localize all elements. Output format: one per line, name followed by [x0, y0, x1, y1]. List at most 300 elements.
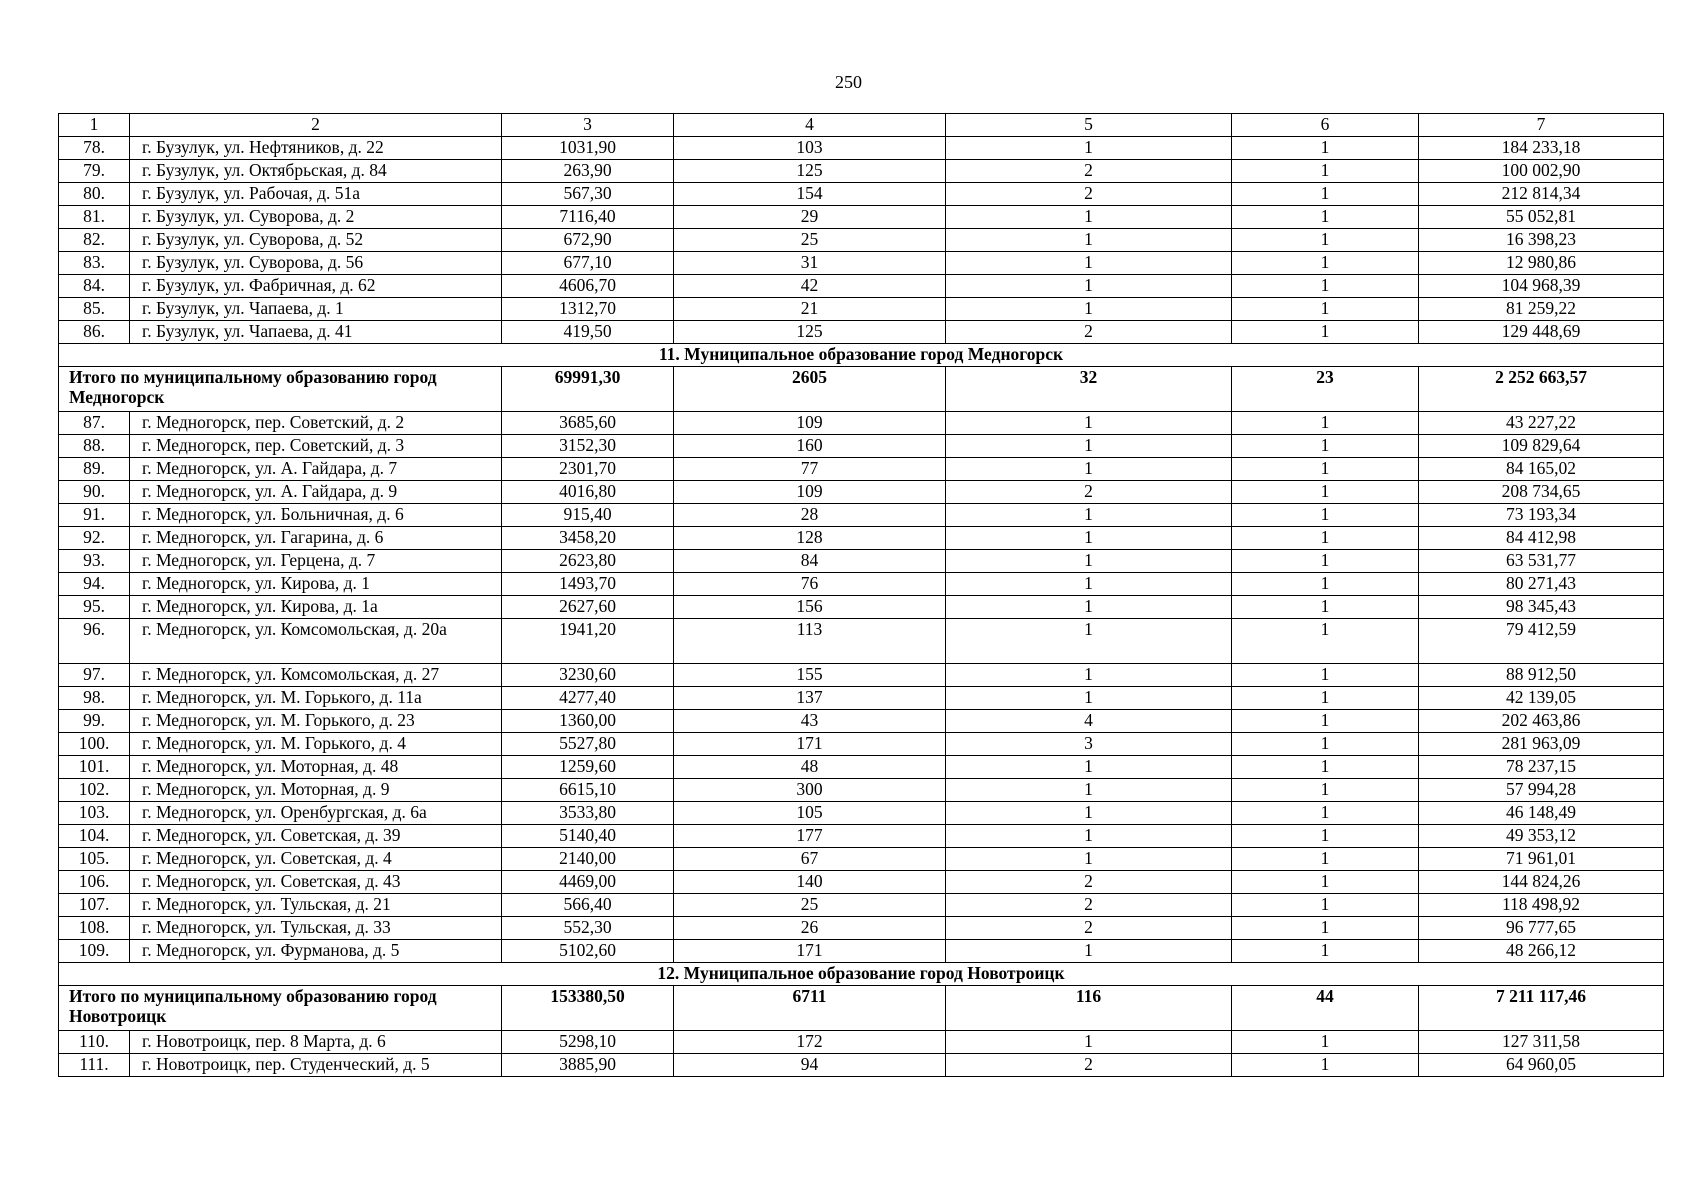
value-col5-cell: 4: [946, 710, 1232, 733]
table-row: [59, 619, 1664, 664]
table-row: [59, 779, 1664, 802]
value-col5-cell: 1: [946, 664, 1232, 687]
value-col5-cell: 1: [946, 298, 1232, 321]
residents-cell: 109: [674, 481, 946, 504]
row-number-cell: 87.: [59, 412, 130, 435]
value-col5-cell: 1: [946, 825, 1232, 848]
section-total-row: [59, 986, 1664, 1031]
address-cell: г. Медногорск, ул. Тульская, д. 21: [130, 894, 502, 917]
table-row: [59, 917, 1664, 940]
cost-cell: 49 353,12: [1419, 825, 1664, 848]
value-col5-cell: 1: [946, 435, 1232, 458]
value-col6-cell: 1: [1232, 619, 1419, 664]
cost-cell: 79 412,59: [1419, 619, 1664, 664]
table-row: [59, 1054, 1664, 1077]
address-cell: г. Медногорск, ул. А. Гайдара, д. 7: [130, 458, 502, 481]
address-cell: г. Медногорск, ул. М. Горького, д. 11а: [130, 687, 502, 710]
value-col6-cell: 1: [1232, 137, 1419, 160]
area-cell: 567,30: [502, 183, 674, 206]
address-cell: г. Медногорск, ул. Моторная, д. 48: [130, 756, 502, 779]
row-number-cell: 111.: [59, 1054, 130, 1077]
area-cell: 4277,40: [502, 687, 674, 710]
row-number-cell: 89.: [59, 458, 130, 481]
table-row: [59, 871, 1664, 894]
address-cell: г. Медногорск, ул. Больничная, д. 6: [130, 504, 502, 527]
residents-cell: 48: [674, 756, 946, 779]
value-col6-cell: 1: [1232, 275, 1419, 298]
area-cell: 1941,20: [502, 619, 674, 664]
cost-cell: 71 961,01: [1419, 848, 1664, 871]
address-cell: г. Бузулук, ул. Суворова, д. 2: [130, 206, 502, 229]
row-number-cell: 79.: [59, 160, 130, 183]
address-cell: г. Медногорск, ул. Оренбургская, д. 6а: [130, 802, 502, 825]
area-cell: 263,90: [502, 160, 674, 183]
cost-cell: 73 193,34: [1419, 504, 1664, 527]
value-col5-cell: 1: [946, 412, 1232, 435]
value-col6-cell: 1: [1232, 596, 1419, 619]
row-number-cell: 110.: [59, 1031, 130, 1054]
residents-cell: 300: [674, 779, 946, 802]
cost-cell: 281 963,09: [1419, 733, 1664, 756]
area-cell: 1360,00: [502, 710, 674, 733]
section-title-row: [59, 963, 1664, 986]
value-col5-cell: 1: [946, 550, 1232, 573]
section-total-label: Итого по муниципальному образованию город Новотроицк: [59, 986, 502, 1031]
value-col6-cell: 1: [1232, 802, 1419, 825]
address-cell: г. Бузулук, ул. Фабричная, д. 62: [130, 275, 502, 298]
value-col5-cell: 2: [946, 871, 1232, 894]
area-cell: 2623,80: [502, 550, 674, 573]
residents-cell: 156: [674, 596, 946, 619]
cost-cell: 144 824,26: [1419, 871, 1664, 894]
value-col6-cell: 1: [1232, 435, 1419, 458]
residents-cell: 77: [674, 458, 946, 481]
row-number-cell: 96.: [59, 619, 130, 664]
cost-cell: 48 266,12: [1419, 940, 1664, 963]
address-cell: г. Бузулук, ул. Суворова, д. 56: [130, 252, 502, 275]
residents-cell: 125: [674, 321, 946, 344]
column-number-cell: 5: [946, 114, 1232, 137]
address-cell: г. Бузулук, ул. Нефтяников, д. 22: [130, 137, 502, 160]
value-col6-cell: 1: [1232, 733, 1419, 756]
cost-cell: 208 734,65: [1419, 481, 1664, 504]
area-cell: 3685,60: [502, 412, 674, 435]
address-cell: г. Медногорск, ул. Комсомольская, д. 20а: [130, 619, 502, 664]
row-number-cell: 92.: [59, 527, 130, 550]
value-col5-cell: 2: [946, 917, 1232, 940]
value-col6-cell: 1: [1232, 183, 1419, 206]
residents-cell: 128: [674, 527, 946, 550]
value-col5-cell: 1: [946, 229, 1232, 252]
residents-cell: 29: [674, 206, 946, 229]
total-residents-cell: 6711: [674, 986, 946, 1031]
address-cell: г. Медногорск, ул. Советская, д. 43: [130, 871, 502, 894]
column-number-cell: 2: [130, 114, 502, 137]
page-number: 250: [835, 72, 862, 92]
cost-cell: 129 448,69: [1419, 321, 1664, 344]
value-col5-cell: 1: [946, 252, 1232, 275]
address-cell: г. Медногорск, ул. Тульская, д. 33: [130, 917, 502, 940]
value-col6-cell: 1: [1232, 252, 1419, 275]
value-col6-cell: 1: [1232, 481, 1419, 504]
cost-cell: 78 237,15: [1419, 756, 1664, 779]
value-col5-cell: 2: [946, 183, 1232, 206]
table-row: [59, 458, 1664, 481]
value-col6-cell: 1: [1232, 412, 1419, 435]
row-number-cell: 97.: [59, 664, 130, 687]
column-number-cell: 3: [502, 114, 674, 137]
address-cell: г. Медногорск, ул. Кирова, д. 1: [130, 573, 502, 596]
value-col6-cell: 1: [1232, 321, 1419, 344]
row-number-cell: 86.: [59, 321, 130, 344]
address-cell: г. Медногорск, ул. М. Горького, д. 23: [130, 710, 502, 733]
residents-cell: 76: [674, 573, 946, 596]
value-col6-cell: 1: [1232, 664, 1419, 687]
table-row: [59, 527, 1664, 550]
value-col6-cell: 1: [1232, 1031, 1419, 1054]
residents-cell: 137: [674, 687, 946, 710]
area-cell: 5298,10: [502, 1031, 674, 1054]
area-cell: 5102,60: [502, 940, 674, 963]
row-number-cell: 99.: [59, 710, 130, 733]
area-cell: 3533,80: [502, 802, 674, 825]
cost-cell: 127 311,58: [1419, 1031, 1664, 1054]
row-number-cell: 93.: [59, 550, 130, 573]
cost-cell: 16 398,23: [1419, 229, 1664, 252]
table-row: [59, 756, 1664, 779]
cost-cell: 212 814,34: [1419, 183, 1664, 206]
residents-cell: 171: [674, 733, 946, 756]
housing-table: [58, 113, 1664, 1077]
table-row: [59, 435, 1664, 458]
area-cell: 419,50: [502, 321, 674, 344]
value-col5-cell: 1: [946, 848, 1232, 871]
value-col5-cell: 1: [946, 1031, 1232, 1054]
table-row: [59, 940, 1664, 963]
value-col6-cell: 1: [1232, 894, 1419, 917]
column-number-cell: 4: [674, 114, 946, 137]
table-row: [59, 848, 1664, 871]
address-cell: г. Бузулук, ул. Чапаева, д. 41: [130, 321, 502, 344]
value-col5-cell: 1: [946, 458, 1232, 481]
residents-cell: 67: [674, 848, 946, 871]
value-col5-cell: 1: [946, 687, 1232, 710]
cost-cell: 84 412,98: [1419, 527, 1664, 550]
cost-cell: 84 165,02: [1419, 458, 1664, 481]
row-number-cell: 82.: [59, 229, 130, 252]
total-col5-cell: 116: [946, 986, 1232, 1031]
residents-cell: 43: [674, 710, 946, 733]
row-number-cell: 98.: [59, 687, 130, 710]
value-col6-cell: 1: [1232, 779, 1419, 802]
row-number-cell: 83.: [59, 252, 130, 275]
row-number-cell: 109.: [59, 940, 130, 963]
row-number-cell: 105.: [59, 848, 130, 871]
row-number-cell: 101.: [59, 756, 130, 779]
address-cell: г. Бузулук, ул. Чапаева, д. 1: [130, 298, 502, 321]
total-residents-cell: 2605: [674, 367, 946, 412]
residents-cell: 25: [674, 894, 946, 917]
value-col5-cell: 2: [946, 160, 1232, 183]
address-cell: г. Медногорск, ул. Герцена, д. 7: [130, 550, 502, 573]
table-row: [59, 802, 1664, 825]
residents-cell: 172: [674, 1031, 946, 1054]
residents-cell: 42: [674, 275, 946, 298]
value-col6-cell: 1: [1232, 1054, 1419, 1077]
cost-cell: 88 912,50: [1419, 664, 1664, 687]
area-cell: 5140,40: [502, 825, 674, 848]
address-cell: г. Медногорск, ул. Советская, д. 39: [130, 825, 502, 848]
table-row: [59, 894, 1664, 917]
table-row: [59, 1031, 1664, 1054]
area-cell: 677,10: [502, 252, 674, 275]
row-number-cell: 84.: [59, 275, 130, 298]
area-cell: 3885,90: [502, 1054, 674, 1077]
value-col6-cell: 1: [1232, 504, 1419, 527]
value-col6-cell: 1: [1232, 710, 1419, 733]
residents-cell: 177: [674, 825, 946, 848]
address-cell: г. Медногорск, ул. Гагарина, д. 6: [130, 527, 502, 550]
value-col5-cell: 1: [946, 527, 1232, 550]
value-col5-cell: 1: [946, 275, 1232, 298]
address-cell: г. Медногорск, ул. Советская, д. 4: [130, 848, 502, 871]
value-col5-cell: 3: [946, 733, 1232, 756]
row-number-cell: 102.: [59, 779, 130, 802]
cost-cell: 57 994,28: [1419, 779, 1664, 802]
total-area-cell: 69991,30: [502, 367, 674, 412]
residents-cell: 25: [674, 229, 946, 252]
table-row: [59, 298, 1664, 321]
cost-cell: 55 052,81: [1419, 206, 1664, 229]
total-col5-cell: 32: [946, 367, 1232, 412]
row-number-cell: 107.: [59, 894, 130, 917]
row-number-cell: 103.: [59, 802, 130, 825]
table-row: [59, 229, 1664, 252]
row-number-cell: 85.: [59, 298, 130, 321]
row-number-cell: 78.: [59, 137, 130, 160]
section-title: 12. Муниципальное образование город Новотроицк: [59, 963, 1664, 986]
table-row: [59, 206, 1664, 229]
total-col6-cell: 23: [1232, 367, 1419, 412]
residents-cell: 94: [674, 1054, 946, 1077]
value-col5-cell: 1: [946, 504, 1232, 527]
area-cell: 2301,70: [502, 458, 674, 481]
cost-cell: 202 463,86: [1419, 710, 1664, 733]
value-col5-cell: 1: [946, 137, 1232, 160]
total-area-cell: 153380,50: [502, 986, 674, 1031]
cost-cell: 46 148,49: [1419, 802, 1664, 825]
residents-cell: 105: [674, 802, 946, 825]
residents-cell: 28: [674, 504, 946, 527]
table-row: [59, 596, 1664, 619]
value-col6-cell: 1: [1232, 160, 1419, 183]
table-row: [59, 687, 1664, 710]
table-row: [59, 252, 1664, 275]
table-row: [59, 275, 1664, 298]
address-cell: г. Медногорск, ул. Фурманова, д. 5: [130, 940, 502, 963]
cost-cell: 80 271,43: [1419, 573, 1664, 596]
residents-cell: 140: [674, 871, 946, 894]
value-col6-cell: 1: [1232, 229, 1419, 252]
value-col5-cell: 1: [946, 206, 1232, 229]
residents-cell: 154: [674, 183, 946, 206]
column-number-row: [59, 114, 1664, 137]
value-col6-cell: 1: [1232, 573, 1419, 596]
value-col5-cell: 2: [946, 481, 1232, 504]
cost-cell: 96 777,65: [1419, 917, 1664, 940]
table-row: [59, 664, 1664, 687]
value-col6-cell: 1: [1232, 206, 1419, 229]
value-col5-cell: 1: [946, 573, 1232, 596]
row-number-cell: 81.: [59, 206, 130, 229]
area-cell: 915,40: [502, 504, 674, 527]
table-row: [59, 481, 1664, 504]
cost-cell: 100 002,90: [1419, 160, 1664, 183]
cost-cell: 104 968,39: [1419, 275, 1664, 298]
value-col6-cell: 1: [1232, 527, 1419, 550]
area-cell: 4016,80: [502, 481, 674, 504]
address-cell: г. Бузулук, ул. Рабочая, д. 51а: [130, 183, 502, 206]
column-number-cell: 1: [59, 114, 130, 137]
area-cell: 3458,20: [502, 527, 674, 550]
area-cell: 7116,40: [502, 206, 674, 229]
table-row: [59, 504, 1664, 527]
row-number-cell: 104.: [59, 825, 130, 848]
table-row: [59, 710, 1664, 733]
area-cell: 1259,60: [502, 756, 674, 779]
row-number-cell: 91.: [59, 504, 130, 527]
residents-cell: 125: [674, 160, 946, 183]
section-total-label: Итого по муниципальному образованию город Медногорск: [59, 367, 502, 412]
section-title-row: [59, 344, 1664, 367]
row-number-cell: 94.: [59, 573, 130, 596]
address-cell: г. Бузулук, ул. Суворова, д. 52: [130, 229, 502, 252]
value-col5-cell: 2: [946, 321, 1232, 344]
residents-cell: 21: [674, 298, 946, 321]
address-cell: г. Медногорск, ул. Комсомольская, д. 27: [130, 664, 502, 687]
area-cell: 1031,90: [502, 137, 674, 160]
value-col5-cell: 1: [946, 596, 1232, 619]
value-col6-cell: 1: [1232, 871, 1419, 894]
value-col5-cell: 2: [946, 894, 1232, 917]
section-total-row: [59, 367, 1664, 412]
total-col6-cell: 44: [1232, 986, 1419, 1031]
value-col5-cell: 1: [946, 756, 1232, 779]
section-title: 11. Муниципальное образование город Медногорск: [59, 344, 1664, 367]
residents-cell: 103: [674, 137, 946, 160]
row-number-cell: 108.: [59, 917, 130, 940]
area-cell: 4606,70: [502, 275, 674, 298]
cost-cell: 98 345,43: [1419, 596, 1664, 619]
residents-cell: 26: [674, 917, 946, 940]
address-cell: г. Медногорск, ул. Моторная, д. 9: [130, 779, 502, 802]
residents-cell: 31: [674, 252, 946, 275]
row-number-cell: 106.: [59, 871, 130, 894]
table-row: [59, 733, 1664, 756]
address-cell: г. Бузулук, ул. Октябрьская, д. 84: [130, 160, 502, 183]
area-cell: 2140,00: [502, 848, 674, 871]
column-number-cell: 6: [1232, 114, 1419, 137]
area-cell: 2627,60: [502, 596, 674, 619]
area-cell: 3230,60: [502, 664, 674, 687]
value-col5-cell: 1: [946, 802, 1232, 825]
value-col6-cell: 1: [1232, 298, 1419, 321]
table-row: [59, 573, 1664, 596]
row-number-cell: 100.: [59, 733, 130, 756]
address-cell: г. Медногорск, ул. Кирова, д. 1а: [130, 596, 502, 619]
residents-cell: 160: [674, 435, 946, 458]
table-row: [59, 825, 1664, 848]
residents-cell: 171: [674, 940, 946, 963]
value-col5-cell: 1: [946, 940, 1232, 963]
address-cell: г. Новотроицк, пер. 8 Марта, д. 6: [130, 1031, 502, 1054]
cost-cell: 63 531,77: [1419, 550, 1664, 573]
residents-cell: 109: [674, 412, 946, 435]
area-cell: 1493,70: [502, 573, 674, 596]
value-col6-cell: 1: [1232, 940, 1419, 963]
cost-cell: 43 227,22: [1419, 412, 1664, 435]
area-cell: 1312,70: [502, 298, 674, 321]
value-col5-cell: 1: [946, 779, 1232, 802]
table-row: [59, 160, 1664, 183]
area-cell: 672,90: [502, 229, 674, 252]
cost-cell: 64 960,05: [1419, 1054, 1664, 1077]
area-cell: 6615,10: [502, 779, 674, 802]
row-number-cell: 95.: [59, 596, 130, 619]
address-cell: г. Медногорск, ул. М. Горького, д. 4: [130, 733, 502, 756]
cost-cell: 12 980,86: [1419, 252, 1664, 275]
address-cell: г. Медногорск, пер. Советский, д. 2: [130, 412, 502, 435]
row-number-cell: 88.: [59, 435, 130, 458]
table-row: [59, 550, 1664, 573]
area-cell: 3152,30: [502, 435, 674, 458]
table-row: [59, 137, 1664, 160]
total-cost-cell: 2 252 663,57: [1419, 367, 1664, 412]
value-col5-cell: 2: [946, 1054, 1232, 1077]
cost-cell: 81 259,22: [1419, 298, 1664, 321]
column-number-cell: 7: [1419, 114, 1664, 137]
cost-cell: 184 233,18: [1419, 137, 1664, 160]
cost-cell: 42 139,05: [1419, 687, 1664, 710]
table-row: [59, 183, 1664, 206]
value-col6-cell: 1: [1232, 756, 1419, 779]
cost-cell: 118 498,92: [1419, 894, 1664, 917]
address-cell: г. Медногорск, пер. Советский, д. 3: [130, 435, 502, 458]
cost-cell: 109 829,64: [1419, 435, 1664, 458]
address-cell: г. Новотроицк, пер. Студенческий, д. 5: [130, 1054, 502, 1077]
value-col6-cell: 1: [1232, 917, 1419, 940]
value-col6-cell: 1: [1232, 848, 1419, 871]
row-number-cell: 80.: [59, 183, 130, 206]
table-row: [59, 321, 1664, 344]
area-cell: 566,40: [502, 894, 674, 917]
value-col6-cell: 1: [1232, 550, 1419, 573]
residents-cell: 113: [674, 619, 946, 664]
area-cell: 552,30: [502, 917, 674, 940]
value-col6-cell: 1: [1232, 687, 1419, 710]
table-row: [59, 412, 1664, 435]
total-cost-cell: 7 211 117,46: [1419, 986, 1664, 1031]
value-col6-cell: 1: [1232, 458, 1419, 481]
area-cell: 4469,00: [502, 871, 674, 894]
value-col5-cell: 1: [946, 619, 1232, 664]
area-cell: 5527,80: [502, 733, 674, 756]
address-cell: г. Медногорск, ул. А. Гайдара, д. 9: [130, 481, 502, 504]
value-col6-cell: 1: [1232, 825, 1419, 848]
residents-cell: 155: [674, 664, 946, 687]
row-number-cell: 90.: [59, 481, 130, 504]
residents-cell: 84: [674, 550, 946, 573]
